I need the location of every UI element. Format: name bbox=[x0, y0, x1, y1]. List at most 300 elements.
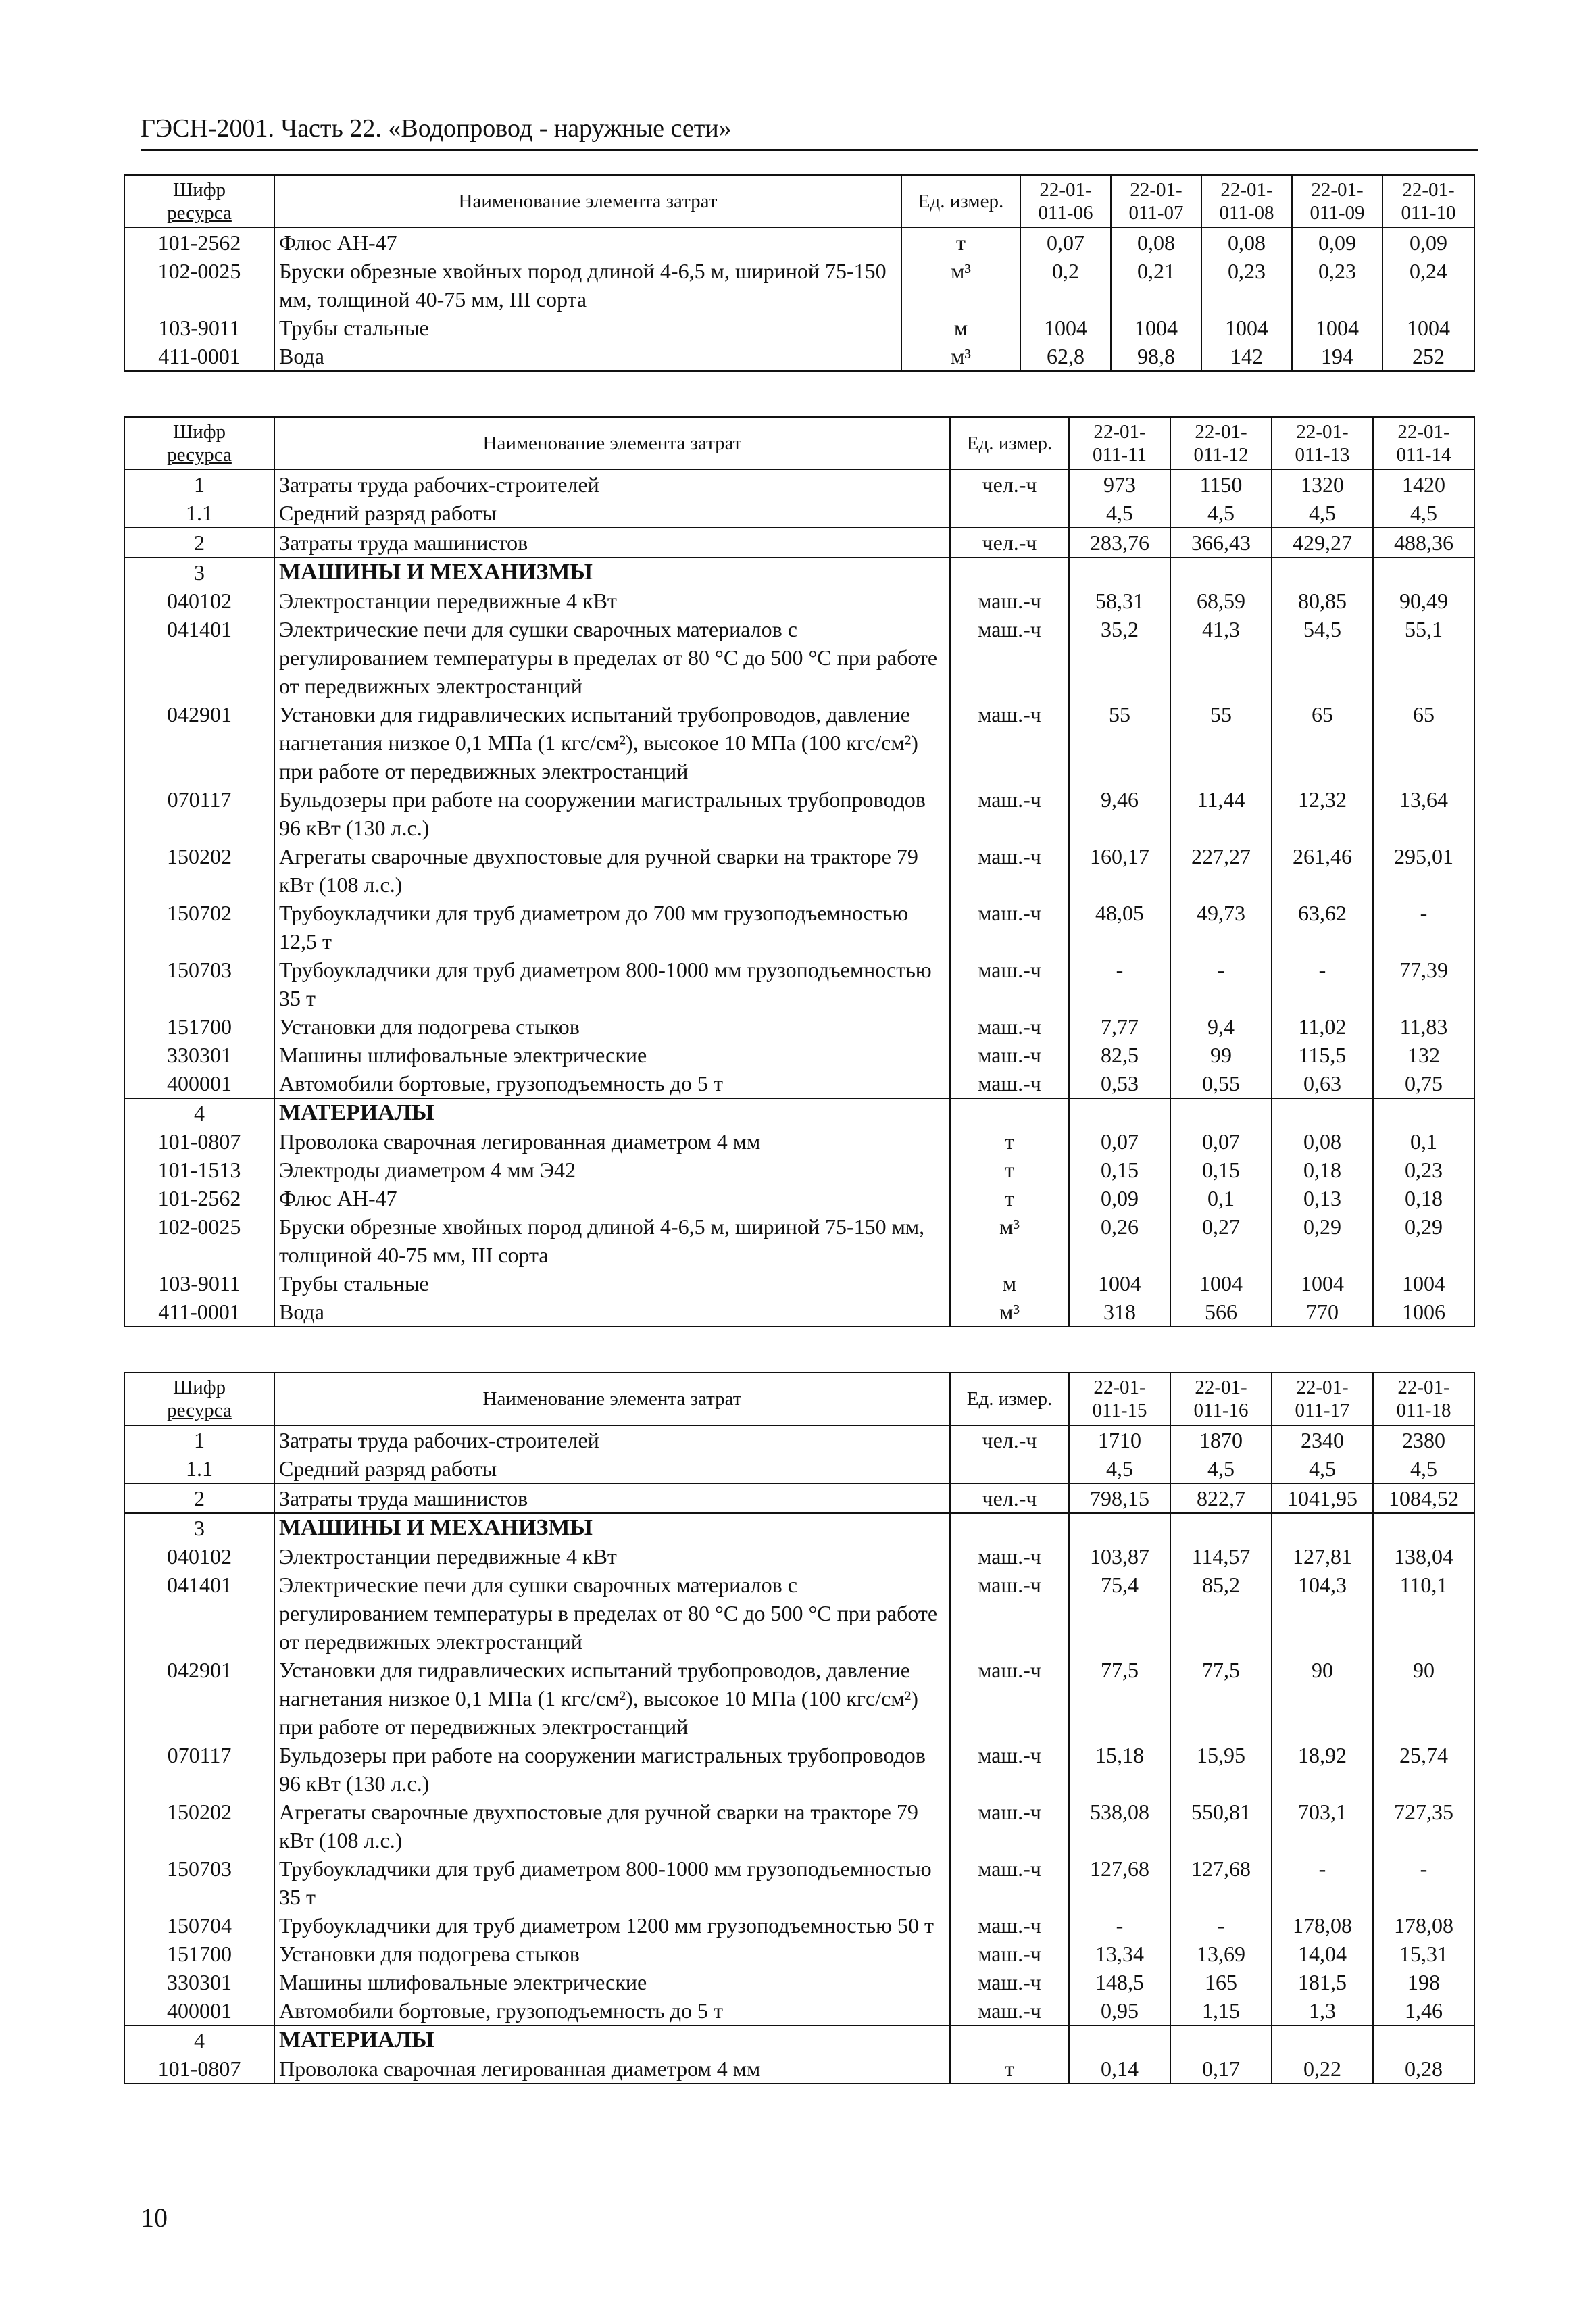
value-cell: 11,83 bbox=[1373, 1012, 1474, 1041]
unit-cell: маш.-ч bbox=[950, 1911, 1069, 1940]
norm-code-line1: 22-01- bbox=[1311, 179, 1364, 201]
value-cell: 1710 bbox=[1069, 1425, 1170, 1454]
table-row bbox=[124, 1741, 1474, 1798]
value-cell: 25,74 bbox=[1373, 1741, 1474, 1798]
value-cell: 283,76 bbox=[1069, 528, 1170, 558]
value-cell: - bbox=[1170, 956, 1272, 1012]
value-cell bbox=[1272, 2025, 1373, 2054]
col-header-unit: Ед. измер. bbox=[901, 175, 1020, 228]
value-cell: 82,5 bbox=[1069, 1041, 1170, 1069]
resource-code: 041401 bbox=[124, 1571, 274, 1656]
value-cell: 1004 bbox=[1020, 314, 1111, 342]
section-row bbox=[124, 2025, 1474, 2054]
section-title: МАТЕРИАЛЫ bbox=[274, 2025, 950, 2054]
table-row bbox=[124, 228, 1474, 257]
value-cell: 41,3 bbox=[1170, 615, 1272, 700]
table-row bbox=[124, 2054, 1474, 2084]
resource-name: Вода bbox=[274, 342, 901, 371]
unit-cell: м³ bbox=[950, 1298, 1069, 1327]
table-row bbox=[124, 1854, 1474, 1911]
value-cell: 0,53 bbox=[1069, 1069, 1170, 1098]
value-cell: 1320 bbox=[1272, 470, 1373, 499]
unit-cell: т bbox=[901, 228, 1020, 257]
table-row bbox=[124, 1940, 1474, 1968]
col-header-norm bbox=[1292, 175, 1382, 228]
table-row bbox=[124, 1184, 1474, 1212]
value-cell: 13,64 bbox=[1373, 785, 1474, 842]
value-cell bbox=[1272, 1098, 1373, 1127]
value-cell: 0,09 bbox=[1069, 1184, 1170, 1212]
resource-name: Трубоукладчики для труб диаметром 800-1000 мм грузоподъемностью 35 т bbox=[274, 956, 950, 1012]
value-cell: 1150 bbox=[1170, 470, 1272, 499]
unit-cell: м bbox=[901, 314, 1020, 342]
value-cell: 115,5 bbox=[1272, 1041, 1373, 1069]
norms-table-2 bbox=[124, 416, 1475, 1327]
col-header-norm bbox=[1069, 1373, 1170, 1425]
value-cell: 65 bbox=[1272, 700, 1373, 785]
value-cell: 1004 bbox=[1170, 1269, 1272, 1298]
value-cell: 798,15 bbox=[1069, 1483, 1170, 1513]
value-cell: 0,08 bbox=[1272, 1127, 1373, 1156]
table-row bbox=[124, 342, 1474, 371]
section-row bbox=[124, 1098, 1474, 1127]
value-cell: 181,5 bbox=[1272, 1968, 1373, 1996]
resource-name: Электроды диаметром 4 мм Э42 bbox=[274, 1156, 950, 1184]
value-cell: 0,21 bbox=[1111, 257, 1201, 314]
table-row bbox=[124, 1911, 1474, 1940]
col-header-norm bbox=[1020, 175, 1111, 228]
resource-code: 102-0025 bbox=[124, 257, 274, 314]
unit-cell: маш.-ч bbox=[950, 899, 1069, 956]
value-cell: 13,34 bbox=[1069, 1940, 1170, 1968]
value-cell: 77,39 bbox=[1373, 956, 1474, 1012]
resource-code: 150703 bbox=[124, 1854, 274, 1911]
value-cell: 4,5 bbox=[1272, 499, 1373, 528]
table-row bbox=[124, 785, 1474, 842]
value-cell: 14,04 bbox=[1272, 1940, 1373, 1968]
unit-cell: маш.-ч bbox=[950, 956, 1069, 1012]
norms-table-3 bbox=[124, 1372, 1475, 2084]
resource-name: Затраты труда машинистов bbox=[274, 528, 950, 558]
unit-cell: т bbox=[950, 1127, 1069, 1156]
resource-code: 1 bbox=[124, 1425, 274, 1454]
resource-code: 040102 bbox=[124, 1542, 274, 1571]
unit-cell: м³ bbox=[901, 342, 1020, 371]
unit-cell: маш.-ч bbox=[950, 1571, 1069, 1656]
unit-cell: чел.-ч bbox=[950, 1425, 1069, 1454]
value-cell: - bbox=[1272, 956, 1373, 1012]
value-cell bbox=[1069, 2025, 1170, 2054]
value-cell: 54,5 bbox=[1272, 615, 1373, 700]
value-cell: 261,46 bbox=[1272, 842, 1373, 899]
code-header-line2: ресурса bbox=[167, 1400, 232, 1421]
header-row bbox=[124, 1373, 1474, 1425]
unit-cell bbox=[950, 558, 1069, 587]
value-cell: 0,29 bbox=[1373, 1212, 1474, 1269]
col-header-unit: Ед. измер. bbox=[950, 417, 1069, 470]
table-row bbox=[124, 1542, 1474, 1571]
value-cell: 138,04 bbox=[1373, 1542, 1474, 1571]
col-header-norm bbox=[1272, 417, 1373, 470]
value-cell: 127,81 bbox=[1272, 1542, 1373, 1571]
value-cell: 538,08 bbox=[1069, 1798, 1170, 1854]
unit-cell: чел.-ч bbox=[950, 1483, 1069, 1513]
unit-cell bbox=[950, 1513, 1069, 1542]
table-row bbox=[124, 587, 1474, 615]
value-cell: 80,85 bbox=[1272, 587, 1373, 615]
resource-code: 1 bbox=[124, 470, 274, 499]
value-cell: 0,18 bbox=[1373, 1184, 1474, 1212]
value-cell: 0,1 bbox=[1373, 1127, 1474, 1156]
value-cell: 110,1 bbox=[1373, 1571, 1474, 1656]
value-cell: 295,01 bbox=[1373, 842, 1474, 899]
resource-name: Автомобили бортовые, грузоподъемность до 5 т bbox=[274, 1069, 950, 1098]
value-cell: 77,5 bbox=[1170, 1656, 1272, 1741]
value-cell: 727,35 bbox=[1373, 1798, 1474, 1854]
value-cell: 1084,52 bbox=[1373, 1483, 1474, 1513]
value-cell: 0,1 bbox=[1170, 1184, 1272, 1212]
value-cell: 68,59 bbox=[1170, 587, 1272, 615]
value-cell: 1,3 bbox=[1272, 1996, 1373, 2025]
table-row bbox=[124, 615, 1474, 700]
table-row bbox=[124, 1127, 1474, 1156]
table-row bbox=[124, 1298, 1474, 1327]
resource-code: 4 bbox=[124, 2025, 274, 2054]
resource-name: Машины шлифовальные электрические bbox=[274, 1041, 950, 1069]
resource-code: 411-0001 bbox=[124, 1298, 274, 1327]
resource-code: 411-0001 bbox=[124, 342, 274, 371]
value-cell: 488,36 bbox=[1373, 528, 1474, 558]
unit-cell: м³ bbox=[901, 257, 1020, 314]
value-cell: 104,3 bbox=[1272, 1571, 1373, 1656]
value-cell: 0,23 bbox=[1373, 1156, 1474, 1184]
resource-name: Бруски обрезные хвойных пород длиной 4-6,5 м, шириной 75-150 мм, толщиной 40-75 мм, III сорта bbox=[274, 257, 901, 314]
table-row bbox=[124, 1454, 1474, 1483]
value-cell: - bbox=[1373, 1854, 1474, 1911]
value-cell: 550,81 bbox=[1170, 1798, 1272, 1854]
value-cell: 2340 bbox=[1272, 1425, 1373, 1454]
value-cell: 4,5 bbox=[1373, 499, 1474, 528]
value-cell: 178,08 bbox=[1272, 1911, 1373, 1940]
resource-code: 330301 bbox=[124, 1968, 274, 1996]
resource-code: 150202 bbox=[124, 1798, 274, 1854]
value-cell: 142 bbox=[1201, 342, 1292, 371]
unit-cell: маш.-ч bbox=[950, 1968, 1069, 1996]
resource-name: Электростанции передвижные 4 кВт bbox=[274, 1542, 950, 1571]
value-cell: 0,18 bbox=[1272, 1156, 1373, 1184]
resource-code: 150202 bbox=[124, 842, 274, 899]
value-cell: 0,09 bbox=[1292, 228, 1382, 257]
norm-code-line2: 011-15 bbox=[1092, 1400, 1147, 1421]
norm-code-line2: 011-12 bbox=[1193, 444, 1249, 466]
norm-code-line1: 22-01- bbox=[1195, 421, 1247, 443]
value-cell: 4,5 bbox=[1373, 1454, 1474, 1483]
unit-cell: маш.-ч bbox=[950, 700, 1069, 785]
table-row bbox=[124, 1571, 1474, 1656]
col-header-norm bbox=[1170, 417, 1272, 470]
value-cell bbox=[1373, 1513, 1474, 1542]
value-cell: 9,4 bbox=[1170, 1012, 1272, 1041]
value-cell: 90 bbox=[1373, 1656, 1474, 1741]
value-cell: 429,27 bbox=[1272, 528, 1373, 558]
col-header-name: Наименование элемента затрат bbox=[274, 1373, 950, 1425]
resource-code: 2 bbox=[124, 528, 274, 558]
table-row bbox=[124, 700, 1474, 785]
unit-cell: маш.-ч bbox=[950, 842, 1069, 899]
resource-name: Затраты труда рабочих-строителей bbox=[274, 1425, 950, 1454]
resource-name: Машины шлифовальные электрические bbox=[274, 1968, 950, 1996]
unit-cell: маш.-ч bbox=[950, 615, 1069, 700]
value-cell: 58,31 bbox=[1069, 587, 1170, 615]
resource-code: 042901 bbox=[124, 1656, 274, 1741]
value-cell: 4,5 bbox=[1069, 499, 1170, 528]
norm-code-line2: 011-09 bbox=[1310, 202, 1365, 224]
value-cell: 1004 bbox=[1373, 1269, 1474, 1298]
resource-name: Электростанции передвижные 4 кВт bbox=[274, 587, 950, 615]
value-cell: 0,07 bbox=[1069, 1127, 1170, 1156]
value-cell: 18,92 bbox=[1272, 1741, 1373, 1798]
resource-name: Установки для подогрева стыков bbox=[274, 1012, 950, 1041]
value-cell: 0,14 bbox=[1069, 2054, 1170, 2084]
table-row bbox=[124, 1269, 1474, 1298]
norm-code-line2: 011-13 bbox=[1295, 444, 1350, 466]
section-title: МАШИНЫ И МЕХАНИЗМЫ bbox=[274, 1513, 950, 1542]
resource-code: 103-9011 bbox=[124, 314, 274, 342]
value-cell: 0,29 bbox=[1272, 1212, 1373, 1269]
table-row bbox=[124, 1996, 1474, 2025]
unit-cell bbox=[950, 499, 1069, 528]
value-cell: 0,08 bbox=[1201, 228, 1292, 257]
value-cell: 973 bbox=[1069, 470, 1170, 499]
code-header-line2: ресурса bbox=[167, 202, 232, 224]
unit-cell: маш.-ч bbox=[950, 785, 1069, 842]
value-cell: 1041,95 bbox=[1272, 1483, 1373, 1513]
unit-cell bbox=[950, 1454, 1069, 1483]
norm-code-line1: 22-01- bbox=[1093, 421, 1146, 443]
value-cell bbox=[1170, 1098, 1272, 1127]
value-cell: 48,05 bbox=[1069, 899, 1170, 956]
value-cell: 65 bbox=[1373, 700, 1474, 785]
resource-name: Трубы стальные bbox=[274, 1269, 950, 1298]
value-cell: 127,68 bbox=[1069, 1854, 1170, 1911]
unit-cell: маш.-ч bbox=[950, 1854, 1069, 1911]
unit-cell: маш.-ч bbox=[950, 1041, 1069, 1069]
resource-code: 400001 bbox=[124, 1069, 274, 1098]
resource-code: 150702 bbox=[124, 899, 274, 956]
value-cell: - bbox=[1069, 1911, 1170, 1940]
value-cell: 0,23 bbox=[1292, 257, 1382, 314]
resource-name: Установки для гидравлических испытаний трубопроводов, давление нагнетания низкое 0,1 МПа (1 кгс/см²), высокое 10 МПа (100 кгс/см²) при работе от передвижных электростанций bbox=[274, 1656, 950, 1741]
value-cell: 15,95 bbox=[1170, 1741, 1272, 1798]
value-cell: 0,15 bbox=[1069, 1156, 1170, 1184]
norm-code-line1: 22-01- bbox=[1296, 421, 1349, 443]
table-row bbox=[124, 1656, 1474, 1741]
resource-name: Электрические печи для сушки сварочных материалов с регулированием температуры в пределах от 80 °С до 500 °С при работе от передвижных электростанций bbox=[274, 615, 950, 700]
value-cell: 0,07 bbox=[1020, 228, 1111, 257]
resource-code: 042901 bbox=[124, 700, 274, 785]
value-cell: 4,5 bbox=[1069, 1454, 1170, 1483]
value-cell: 4,5 bbox=[1170, 1454, 1272, 1483]
col-header-norm bbox=[1111, 175, 1201, 228]
value-cell: 11,44 bbox=[1170, 785, 1272, 842]
norms-table-1 bbox=[124, 174, 1475, 372]
resource-name: Трубоукладчики для труб диаметром до 700 мм грузоподъемностью 12,5 т bbox=[274, 899, 950, 956]
value-cell: 160,17 bbox=[1069, 842, 1170, 899]
table-row bbox=[124, 1425, 1474, 1454]
resource-code: 101-0807 bbox=[124, 1127, 274, 1156]
norm-code-line1: 22-01- bbox=[1397, 1377, 1450, 1398]
value-cell bbox=[1170, 1513, 1272, 1542]
unit-cell: маш.-ч bbox=[950, 1069, 1069, 1098]
value-cell: 55,1 bbox=[1373, 615, 1474, 700]
value-cell: 0,13 bbox=[1272, 1184, 1373, 1212]
resource-code: 101-2562 bbox=[124, 228, 274, 257]
value-cell bbox=[1069, 1098, 1170, 1127]
value-cell: 55 bbox=[1069, 700, 1170, 785]
value-cell bbox=[1069, 1513, 1170, 1542]
value-cell: 366,43 bbox=[1170, 528, 1272, 558]
value-cell: 770 bbox=[1272, 1298, 1373, 1327]
table-row bbox=[124, 1069, 1474, 1098]
resource-code: 1.1 bbox=[124, 1454, 274, 1483]
value-cell: 103,87 bbox=[1069, 1542, 1170, 1571]
value-cell: 822,7 bbox=[1170, 1483, 1272, 1513]
section-row bbox=[124, 558, 1474, 587]
value-cell: 63,62 bbox=[1272, 899, 1373, 956]
resource-name: Бульдозеры при работе на сооружении магистральных трубопроводов 96 кВт (130 л.с.) bbox=[274, 1741, 950, 1798]
unit-cell: т bbox=[950, 1184, 1069, 1212]
resource-name: Бульдозеры при работе на сооружении магистральных трубопроводов 96 кВт (130 л.с.) bbox=[274, 785, 950, 842]
value-cell: 0,24 bbox=[1382, 257, 1474, 314]
resource-code: 150703 bbox=[124, 956, 274, 1012]
norm-code-line1: 22-01- bbox=[1402, 179, 1455, 201]
norm-code-line2: 011-07 bbox=[1128, 202, 1184, 224]
table-row bbox=[124, 1041, 1474, 1069]
resource-name: Агрегаты сварочные двухпостовые для ручной сварки на тракторе 79 кВт (108 л.с.) bbox=[274, 1798, 950, 1854]
value-cell: 15,31 bbox=[1373, 1940, 1474, 1968]
value-cell: 4,5 bbox=[1170, 499, 1272, 528]
col-header-code bbox=[124, 175, 274, 228]
unit-cell bbox=[950, 2025, 1069, 2054]
value-cell: 13,69 bbox=[1170, 1940, 1272, 1968]
value-cell: 0,95 bbox=[1069, 1996, 1170, 2025]
value-cell: - bbox=[1373, 899, 1474, 956]
value-cell: 9,46 bbox=[1069, 785, 1170, 842]
unit-cell: чел.-ч bbox=[950, 470, 1069, 499]
table-row bbox=[124, 1968, 1474, 1996]
value-cell: 318 bbox=[1069, 1298, 1170, 1327]
resource-code: 1.1 bbox=[124, 499, 274, 528]
resource-name: Трубоукладчики для труб диаметром 1200 мм грузоподъемностью 50 т bbox=[274, 1911, 950, 1940]
value-cell: 1004 bbox=[1292, 314, 1382, 342]
code-header-line2: ресурса bbox=[167, 444, 232, 466]
value-cell: 0,08 bbox=[1111, 228, 1201, 257]
value-cell: 1870 bbox=[1170, 1425, 1272, 1454]
value-cell: 1004 bbox=[1201, 314, 1292, 342]
unit-cell: т bbox=[950, 1156, 1069, 1184]
unit-cell: маш.-ч bbox=[950, 1012, 1069, 1041]
resource-name: Вода bbox=[274, 1298, 950, 1327]
section-row bbox=[124, 1513, 1474, 1542]
value-cell: 12,32 bbox=[1272, 785, 1373, 842]
section-title: МАТЕРИАЛЫ bbox=[274, 1098, 950, 1127]
unit-cell: маш.-ч bbox=[950, 1996, 1069, 2025]
resource-code: 330301 bbox=[124, 1041, 274, 1069]
value-cell: 566 bbox=[1170, 1298, 1272, 1327]
table-row bbox=[124, 842, 1474, 899]
table-row bbox=[124, 470, 1474, 499]
resource-name: Средний разряд работы bbox=[274, 1454, 950, 1483]
unit-cell: чел.-ч bbox=[950, 528, 1069, 558]
resource-code: 151700 bbox=[124, 1012, 274, 1041]
value-cell: - bbox=[1069, 956, 1170, 1012]
header-row bbox=[124, 417, 1474, 470]
value-cell: 55 bbox=[1170, 700, 1272, 785]
col-header-norm bbox=[1373, 417, 1474, 470]
resource-name: Агрегаты сварочные двухпостовые для ручной сварки на тракторе 79 кВт (108 л.с.) bbox=[274, 842, 950, 899]
resource-code: 400001 bbox=[124, 1996, 274, 2025]
value-cell: 0,63 bbox=[1272, 1069, 1373, 1098]
value-cell: 198 bbox=[1373, 1968, 1474, 1996]
header-row bbox=[124, 175, 1474, 228]
table-row bbox=[124, 956, 1474, 1012]
value-cell: 98,8 bbox=[1111, 342, 1201, 371]
value-cell bbox=[1170, 558, 1272, 587]
table-row bbox=[124, 1212, 1474, 1269]
unit-cell: маш.-ч bbox=[950, 1940, 1069, 1968]
unit-cell: маш.-ч bbox=[950, 1741, 1069, 1798]
resource-code: 102-0025 bbox=[124, 1212, 274, 1269]
value-cell: 62,8 bbox=[1020, 342, 1111, 371]
value-cell: 0,26 bbox=[1069, 1212, 1170, 1269]
value-cell: 165 bbox=[1170, 1968, 1272, 1996]
resource-name: Проволока сварочная легированная диаметром 4 мм bbox=[274, 2054, 950, 2084]
norm-code-line1: 22-01- bbox=[1220, 179, 1273, 201]
resource-code: 3 bbox=[124, 1513, 274, 1542]
value-cell: 114,57 bbox=[1170, 1542, 1272, 1571]
norm-code-line2: 011-18 bbox=[1396, 1400, 1451, 1421]
value-cell: 99 bbox=[1170, 1041, 1272, 1069]
resource-name: Средний разряд работы bbox=[274, 499, 950, 528]
value-cell: 1004 bbox=[1069, 1269, 1170, 1298]
resource-code: 040102 bbox=[124, 587, 274, 615]
value-cell: - bbox=[1272, 1854, 1373, 1911]
table-row bbox=[124, 1156, 1474, 1184]
value-cell: 0,27 bbox=[1170, 1212, 1272, 1269]
value-cell bbox=[1170, 2025, 1272, 2054]
table-row bbox=[124, 499, 1474, 528]
resource-code: 2 bbox=[124, 1483, 274, 1513]
norm-code-line2: 011-10 bbox=[1401, 202, 1456, 224]
value-cell: 49,73 bbox=[1170, 899, 1272, 956]
value-cell: 90,49 bbox=[1373, 587, 1474, 615]
norm-code-line1: 22-01- bbox=[1093, 1377, 1146, 1398]
value-cell: 75,4 bbox=[1069, 1571, 1170, 1656]
value-cell bbox=[1069, 558, 1170, 587]
table-row bbox=[124, 528, 1474, 558]
value-cell: 0,09 bbox=[1382, 228, 1474, 257]
code-header-line1: Шифр bbox=[172, 179, 226, 201]
unit-cell: маш.-ч bbox=[950, 1798, 1069, 1854]
value-cell: 90 bbox=[1272, 1656, 1373, 1741]
col-header-code bbox=[124, 417, 274, 470]
unit-cell: маш.-ч bbox=[950, 587, 1069, 615]
col-header-code bbox=[124, 1373, 274, 1425]
resource-code: 101-1513 bbox=[124, 1156, 274, 1184]
value-cell: 0,22 bbox=[1272, 2054, 1373, 2084]
resource-code: 070117 bbox=[124, 1741, 274, 1798]
resource-name: Проволока сварочная легированная диаметром 4 мм bbox=[274, 1127, 950, 1156]
